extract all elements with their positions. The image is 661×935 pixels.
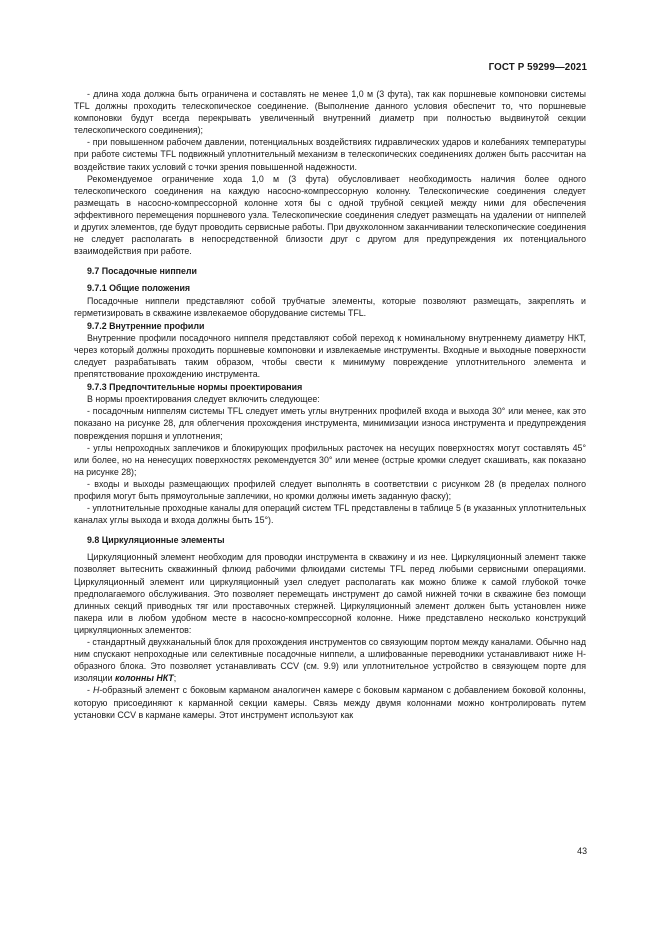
page-number: 43 (577, 846, 587, 856)
list-item-text: - стандартный двухканальный блок для прохождения инструментов со связующим портом между каналами. Обычно над ним спускают непроходные или селективные посадочные ниппели, а шлифованные переводники устанавливают ниже Н-образного блока. Это позволяет устанавливать CCV (см. 9.9) или уплотнительное устройство в связующем порте для изоляции (74, 637, 586, 684)
emphasized-term: колонны НКТ (114, 673, 174, 684)
subsection-heading-9-7-1: 9.7.1 Общие положения (87, 283, 191, 294)
section-heading-9-8: 9.8 Циркуляционные элементы (87, 535, 225, 546)
list-item-prefix: - (87, 685, 93, 696)
list-item (74, 636, 586, 684)
paragraph: - при повышенном рабочем давлении, потенциальных воздействиях гидравлических ударов и колебаниях температуры при работе системы TFL подвижный уплотнительный механизм в телескопических соединениях должен быть рассчитан на воздействие таких условий с точки зрения повышенной надежности. (74, 137, 586, 172)
paragraph: - длина хода должна быть ограничена и составлять не менее 1,0 м (3 фута), так как поршневые компоновки системы TFL должны проходить телескопическое соединение. (Выполнение данного условия обеспечит то, что поршневые компоновки будут всегда перекрывать увеличенный внутренний диаметр при полностью выдвинутой секции телескопического соединения); (74, 89, 586, 136)
list-item-text: -образный элемент с боковым карманом аналогичен камере с боковым карманом с добавлением боковой колонны, которую присоединяют к карманной секции камеры. Связь между двумя колоннами можно контролировать путем установки CCV в кармане камеры. Этот инструмент используют как (74, 685, 586, 720)
paragraph: В нормы проектирования следует включить следующее: (87, 394, 320, 405)
paragraph: Посадочные ниппели представляют собой трубчатые элементы, которые позволяют размещать, закреплять и герметизировать в скважине извлекаемое оборудование системы TFL. (74, 295, 586, 318)
list-item: - уплотнительные проходные каналы для операций систем TFL представлены в таблице 5 (в указанных уплотнительных каналах углы выхода и входа должны быть 15°). (74, 503, 586, 526)
document-standard-number: ГОСТ Р 59299—2021 (488, 62, 587, 73)
paragraph: Циркуляционный элемент необходим для проводки инструмента в скважину и из нее. Циркуляционный элемент также позволяет вытеснить скважинный флюид рабочими флюидами системы TFL перед любыми сервисными операциями. Циркуляционный элемент или циркуляционный узел следует располагать как можно ближе к самой глубокой точке предполагаемого обслуживания. Это позволяет перемещать инструмент до самой нижней точки в скважине без помощи длинных секций приводных тяг или проставочных стержней. Циркуляционный элемент должен быть установлен ниже пакера или в любом удобном месте в насосно-компрессорной колонне. Ниже представлено несколько конструкций циркуляционных элементов: (74, 552, 586, 635)
list-item: - посадочным ниппелям системы TFL следует иметь углы внутренних профилей входа и выхода 30° или менее, как это показано на рисунке 28, для облегчения прохождения инструмента, минимизации износа инструмента и предупреждения повреждения поршня и уплотнения; (74, 406, 586, 441)
subsection-heading-9-7-3: 9.7.3 Предпочтительные нормы проектирования (87, 382, 303, 393)
section-heading-9-7: 9.7 Посадочные ниппели (87, 266, 197, 277)
paragraph: Рекомендуемое ограничение хода 1,0 м (3 фута) обусловливает необходимость наличия более одного телескопического соединения на каждую насосно-компрессорную колонну. Телескопические соединения следует размещать в насосно-компрессорной колонне хотя бы с одной трубной секцией между ними для обеспечения эффективного перемещения поршневого узла. Телескопические соединения следует размещать на удалении от ниппелей и других элементов, где будут проводить сервисные работы. При двухколонном заканчивании телескопические соединения не следует располагать в непосредственной близости друг с другом для предупреждения их потенциального взаимодействия при работе. (74, 173, 587, 257)
page-content (74, 88, 586, 721)
paragraph: Внутренние профили посадочного ниппеля представляют собой переход к номинальному внутреннему диаметру НКТ, через который должны проходить поршневые компоновки и извлекаемые инструменты. Входные и выходные поверхности следует разрабатывать таким образом, чтобы свести к минимуму повреждение уплотнительного элемента и препятствование прохождению инструмента. (74, 332, 586, 380)
list-item: - входы и выходы размещающих профилей следует выполнять в соответствии с рисунком 28 (в пределах полного профиля могут быть прямоугольные заплечики, но кромки должны иметь заданную фаску); (74, 478, 586, 501)
emphasized-letter: Н (92, 685, 100, 696)
subsection-heading-9-7-2: 9.7.2 Внутренние профили (87, 320, 205, 331)
list-item: - углы непроходных заплечиков и блокирующих профильных расточек на несущих поверхностях могут составлять 45° или более, но на ненесущих поверхностях рекомендуется 30° или менее (острые кромки следует скашивать, как показано на рисунке 28); (74, 442, 586, 477)
list-item (74, 684, 586, 720)
list-item-end: ; (173, 673, 177, 684)
